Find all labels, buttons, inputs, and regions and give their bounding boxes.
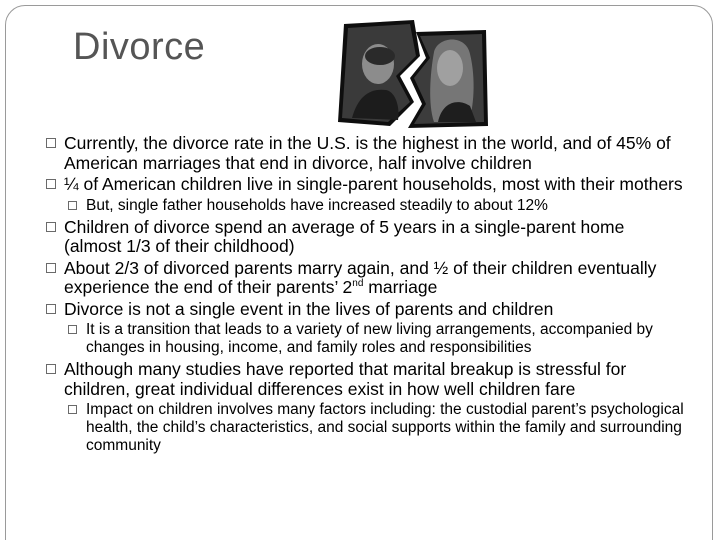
bullet-text: About 2/3 of divorced parents marry again, and ½ of their children eventually experience the end of their parents’ 2nd marriage bbox=[64, 257, 657, 297]
bullet-box-icon bbox=[46, 222, 56, 232]
bullet-text: Although many studies have reported that marital breakup is stressful for children, great individual differences exist in how well children fare bbox=[64, 359, 627, 399]
sub-bullet-item bbox=[46, 401, 686, 455]
bullet-text: Currently, the divorce rate in the U.S. is the highest in the world, and of 45% of American marriages that end in divorce, half involve children bbox=[64, 133, 671, 173]
bullet-text: It is a transition that leads to a variety of new living arrangements, accompanied by changes in housing, income, and family roles and responsibilities bbox=[86, 321, 653, 356]
bullet-text: Divorce is not a single event in the lives of parents and children bbox=[64, 298, 554, 319]
bullet-box-icon bbox=[46, 179, 56, 189]
sub-bullet-item bbox=[46, 321, 686, 357]
couple-photo bbox=[330, 18, 492, 132]
bullet-box-icon bbox=[46, 364, 56, 374]
bullet-list bbox=[46, 134, 686, 458]
slide-title: Divorce bbox=[73, 26, 206, 68]
bullet-text: ¼ of American children live in single-parent households, most with their mothers bbox=[64, 174, 683, 194]
bullet-item bbox=[46, 134, 686, 173]
sub-bullet-item bbox=[46, 197, 686, 215]
bullet-item bbox=[46, 300, 686, 320]
bullet-box-icon bbox=[46, 304, 56, 314]
bullet-box-icon bbox=[68, 405, 77, 414]
bullet-text: Children of divorce spend an average of 5 years in a single-parent home (almost 1/3 of their childhood) bbox=[64, 216, 625, 256]
bullet-item bbox=[46, 218, 686, 257]
bullet-box-icon bbox=[46, 263, 56, 273]
bullet-item bbox=[46, 360, 686, 399]
bullet-item bbox=[46, 175, 686, 195]
bullet-box-icon bbox=[46, 138, 56, 148]
bullet-text: Impact on children involves many factors including: the custodial parent’s psychological health, the child’s characteristics, and social supports within the family and surrounding community bbox=[86, 401, 684, 454]
bullet-item bbox=[46, 259, 686, 298]
bullet-box-icon bbox=[68, 201, 77, 210]
bullet-box-icon bbox=[68, 325, 77, 334]
bullet-text: But, single father households have increased steadily to about 12% bbox=[86, 196, 548, 214]
